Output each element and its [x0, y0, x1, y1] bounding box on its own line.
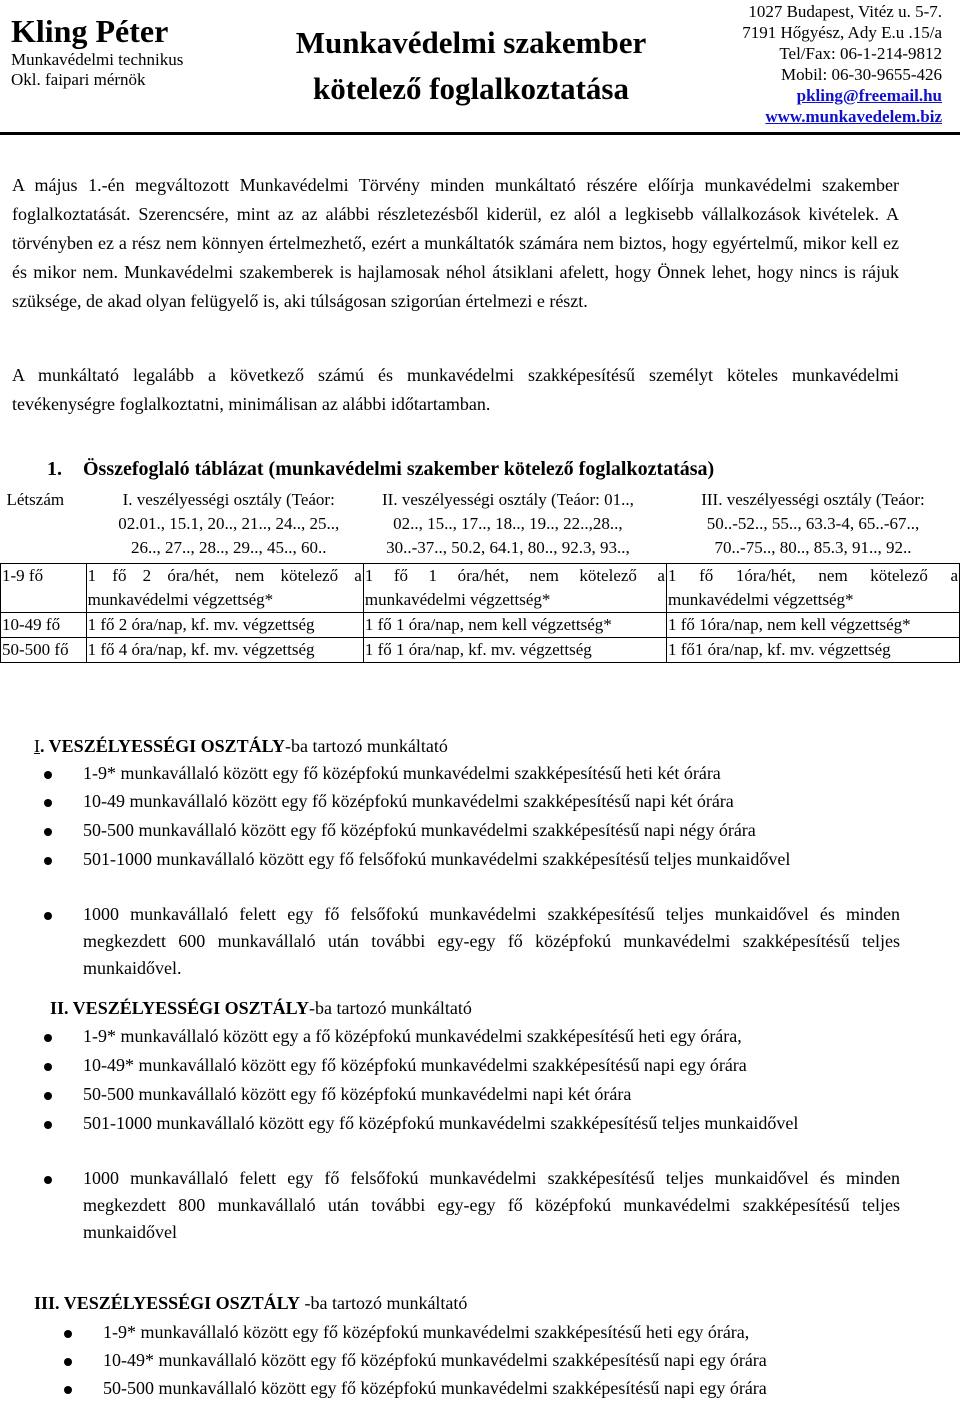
class-1-heading-prefix: I	[34, 736, 40, 756]
author-title: Munkavédelmi technikus	[11, 50, 184, 69]
headcount-cell: 50-500 fő	[1, 638, 87, 663]
class-1-cell: 1 fő 2 óra/hét, nem kötelező a munkavédelmi végzettség*	[86, 564, 363, 613]
bullet-icon	[44, 799, 52, 807]
class-3-heading-bold: III. VESZÉLYESSÉGI OSZTÁLY	[34, 1293, 300, 1313]
table-number: 1.	[47, 458, 62, 480]
class-2-cell: 1 fő 1 óra/nap, kf. mv. végzettség	[363, 638, 666, 663]
list-item: 10-49 munkavállaló között egy fő középfokú munkavédelmi szakképesítésű napi két órára	[83, 791, 734, 811]
table-row	[1, 564, 960, 613]
author-degree: Okl. faipari mérnök	[11, 70, 146, 89]
table-caption	[47, 452, 714, 486]
class-1-cell: 1 fő 2 óra/nap, kf. mv. végzettség	[86, 613, 363, 638]
class-1-heading-bold: . VESZÉLYESSÉGI OSZTÁLY	[40, 736, 285, 756]
list-item: 10-49* munkavállaló között egy fő középfokú munkavédelmi szakképesítésű napi egy órára	[103, 1350, 767, 1370]
class-2-cell: 1 fő 1 óra/hét, nem kötelező a munkavédelmi végzettség*	[363, 564, 666, 613]
contact-block	[742, 1, 942, 127]
list-item: 1000 munkavállaló felett egy fő felsőfokú munkavédelmi szakképesítésű teljes munkaidővel és minden megkezdett 800 munkavállaló után további egy-egy fő középfokú munkavédelmi szakképesítésű teljes munkaidővel	[83, 1168, 900, 1242]
class-2-heading-suffix: -ba tartozó munkáltató	[308, 998, 472, 1018]
class-3-cell: 1 fő 1óra/hét, nem kötelező a munkavédelmi végzettség*	[666, 564, 959, 613]
table-row	[1, 613, 960, 638]
document-title-line2: kötelező foglalkoztatása	[313, 71, 629, 106]
class-3-cell: 1 fő1 óra/nap, kf. mv. végzettség	[666, 638, 959, 663]
header-headcount: Létszám	[1, 486, 87, 564]
list-item: 1000 munkavállaló felett egy fő felsőfokú munkavédelmi szakképesítésű teljes munkaidővel és minden megkezdett 600 munkavállaló után további egy-egy fő középfokú munkavédelmi szakképesítésű teljes munkaidővel.	[83, 904, 900, 978]
list-item: 50-500 munkavállaló között egy fő középfokú munkavédelmi szakképesítésű napi egy órára	[103, 1378, 767, 1398]
bullet-icon	[44, 1034, 52, 1042]
author-block	[11, 12, 183, 90]
bullet-icon	[44, 828, 52, 836]
headcount-cell: 1-9 fő	[1, 564, 87, 613]
list-item: 10-49* munkavállaló között egy fő középfokú munkavédelmi szakképesítésű napi egy órára	[83, 1055, 747, 1075]
bullet-icon	[44, 1063, 52, 1071]
phone-fax: Tel/Fax: 06-1-214-9812	[779, 44, 942, 63]
website-link[interactable]: www.munkavedelem.biz	[765, 107, 942, 126]
address-line1: 1027 Budapest, Vitéz u. 5-7.	[748, 2, 942, 21]
class-2-heading-bold: II. VESZÉLYESSÉGI OSZTÁLY	[50, 998, 309, 1018]
list-item: 1-9* munkavállaló között egy a fő középfokú munkavédelmi szakképesítésű heti egy órára,	[83, 1026, 742, 1046]
list-item: 1-9* munkavállaló között egy fő középfokú munkavédelmi szakképesítésű heti két órára	[83, 763, 721, 783]
headcount-cell: 10-49 fő	[1, 613, 87, 638]
class-3-heading-suffix: -ba tartozó munkáltató	[299, 1293, 468, 1313]
intro-paragraph: A május 1.-én megváltozott Munkavédelmi Törvény minden munkáltató részére előírja munkavédelmi szakember foglalkoztatását. Szerencsére, mint az az alábbi részletezésből kiderül, ez alól a legkisebb vállalkozások kivételek. A törvényben ez a rész nem könnyen értelmezhető, ezért a munkáltatók számára nem biztos, hogy egyértelmű, mikor kell ez és mikor nem. Munkavédelmi szakemberek is hajlamosak néhol átsiklani afelett, hogy Önnek lehet, hogy nincs is rájuk szüksége, de akad olyan felügyelő is, aki túlságosan szigorúan értelmezi e részt.	[12, 175, 899, 311]
letterhead	[0, 0, 960, 134]
bullet-icon	[44, 1121, 52, 1129]
summary-table	[0, 486, 960, 663]
list-item: 50-500 munkavállaló között egy fő középfokú munkavédelmi szakképesítésű napi négy órára	[83, 820, 756, 840]
class-3-heading	[34, 1290, 467, 1317]
class-1-cell: 1 fő 4 óra/nap, kf. mv. végzettség	[86, 638, 363, 663]
email-link[interactable]: pkling@freemail.hu	[796, 86, 942, 105]
table-row	[1, 638, 960, 663]
header-class-3: III. veszélyességi osztály (Teáor: 50..-52.., 55.., 63.3-4, 65..-67.., 70..-75.., 80.., 85.3, 91.., 92..	[666, 486, 959, 564]
header-class-1: I. veszélyességi osztály (Teáor: 02.01., 15.1, 20.., 21.., 24.., 25.., 26.., 27.., 28.., 29.., 45.., 60..	[86, 486, 363, 564]
class-2-heading	[50, 995, 472, 1022]
list-item: 50-500 munkavállaló között egy fő középfokú munkavédelmi napi két órára	[83, 1084, 632, 1104]
table-title: Összefoglaló táblázat (munkavédelmi szakember kötelező foglalkoztatása)	[83, 458, 715, 480]
header-class-2: II. veszélyességi osztály (Teáor: 01.., 02.., 15.., 17.., 18.., 19.., 22..,28.., 30..-37.., 50.2, 64.1, 80.., 92.3, 93..,	[363, 486, 666, 564]
list-item: 501-1000 munkavállaló között egy fő felsőfokú munkavédelmi szakképesítésű teljes munkaidővel	[83, 849, 791, 869]
table-header-row	[1, 486, 960, 564]
bullet-icon	[64, 1358, 72, 1366]
bullet-icon	[44, 912, 52, 920]
bullet-icon	[44, 1176, 52, 1184]
bullet-icon	[44, 857, 52, 865]
class-3-cell: 1 fő 1óra/nap, nem kell végzettség*	[666, 613, 959, 638]
author-name: Kling Péter	[11, 13, 169, 49]
document-title-line1: Munkavédelmi szakember	[295, 25, 647, 60]
bullet-icon	[64, 1386, 72, 1394]
list-item: 501-1000 munkavállaló között egy fő középfokú munkavédelmi szakképesítésű teljes munkaidővel	[83, 1113, 799, 1133]
requirement-paragraph: A munkáltató legalább a következő számú és munkavédelmi szakképesítésű személyt köteles munkavédelmi tevékenységre foglalkoztatni, minimálisan az alábbi időtartamban.	[12, 365, 899, 414]
bullet-icon	[44, 1092, 52, 1100]
mobile-phone: Mobil: 06-30-9655-426	[780, 65, 942, 84]
document-title	[290, 20, 652, 112]
list-item: 1-9* munkavállaló között egy fő középfokú munkavédelmi szakképesítésű heti egy órára,	[103, 1322, 750, 1342]
class-1-heading-suffix: -ba tartozó munkáltató	[284, 736, 448, 756]
bullet-icon	[64, 1330, 72, 1338]
header-divider	[0, 132, 960, 135]
class-1-heading	[34, 733, 448, 760]
address-line2: 7191 Hőgyész, Ady E.u .15/a	[742, 23, 942, 42]
bullet-icon	[44, 771, 52, 779]
class-2-cell: 1 fő 1 óra/nap, nem kell végzettség*	[363, 613, 666, 638]
